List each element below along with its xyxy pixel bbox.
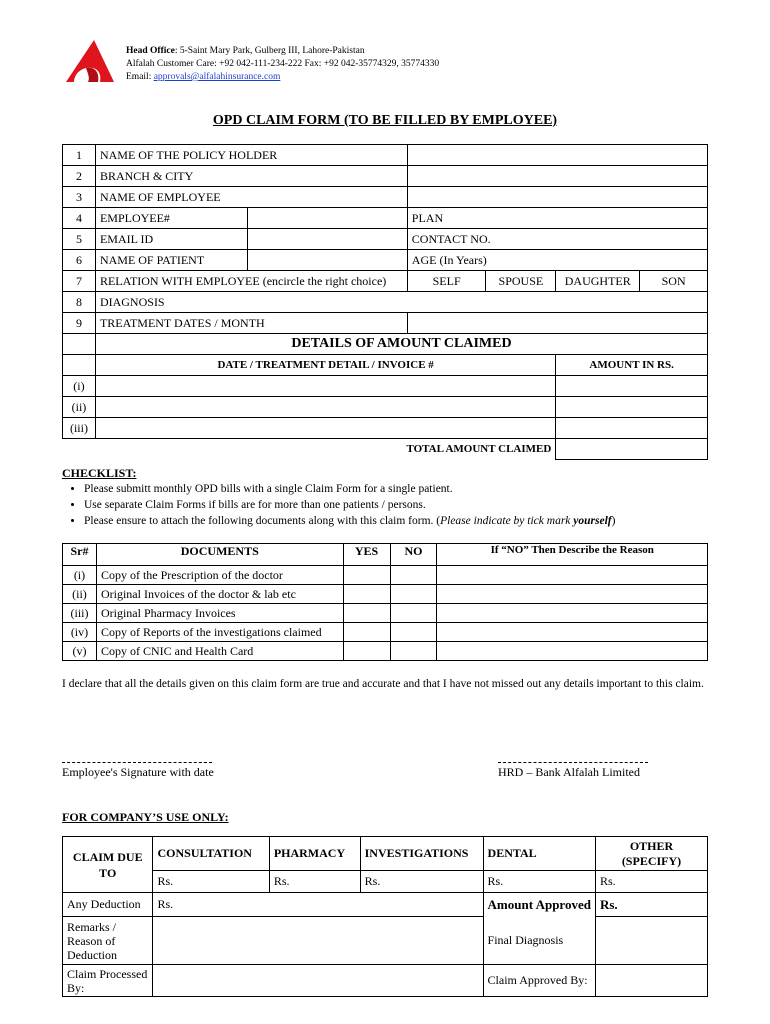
declaration-text: I declare that all the details given on this claim form are true and accurate and that I have not missed out any details important to this claim. (62, 678, 704, 690)
doc-sr: (ii) (63, 585, 97, 604)
details-heading: DETAILS OF AMOUNT CLAIMED (95, 334, 707, 355)
other-label: OTHER (SPECIFY) (595, 837, 707, 871)
table-row (63, 585, 708, 604)
doc-sr: (i) (63, 566, 97, 585)
company-use-table (62, 836, 708, 997)
doc-sr: (v) (63, 642, 97, 661)
detail-row-number: (ii) (63, 397, 96, 418)
treatment-dates-label: TREATMENT DATES / MONTH (95, 313, 407, 334)
final-diagnosis-label: Final Diagnosis (483, 917, 595, 965)
final-diagnosis-field[interactable] (595, 917, 707, 965)
yes-checkbox[interactable] (343, 623, 390, 642)
doc-name: Copy of the Prescription of the doctor (96, 566, 343, 585)
claim-approved-field[interactable] (595, 965, 707, 997)
employee-signature-line[interactable] (62, 762, 212, 763)
relation-daughter[interactable]: DAUGHTER (556, 271, 640, 292)
policy-holder-field[interactable] (407, 145, 707, 166)
doc-name: Original Pharmacy Invoices (96, 604, 343, 623)
row-number: 8 (63, 292, 96, 313)
yes-checkbox[interactable] (343, 642, 390, 661)
no-checkbox[interactable] (390, 585, 437, 604)
investigations-label: INVESTIGATIONS (360, 837, 483, 871)
dental-label: DENTAL (483, 837, 595, 871)
row-number: 1 (63, 145, 96, 166)
checklist-item: • Please ensure to attach the following documents along with this claim form. (Please indicate by tick mark yourself) (84, 513, 722, 529)
amount-field[interactable] (556, 376, 708, 397)
documents-header: DOCUMENTS (96, 544, 343, 566)
other-rs[interactable]: Rs. (595, 871, 707, 893)
customer-care: Alfalah Customer Care: +92 042-111-234-222 Fax: +92 042-35774329, 35774330 (126, 59, 440, 69)
doc-sr: (iii) (63, 604, 97, 623)
claim-form-table (62, 144, 708, 460)
employee-name-label: NAME OF EMPLOYEE (95, 187, 407, 208)
row-number: 5 (63, 229, 96, 250)
sr-header: Sr# (63, 544, 97, 566)
company-use-heading: FOR COMPANY’S USE ONLY: (62, 810, 229, 824)
no-checkbox[interactable] (390, 604, 437, 623)
reason-field[interactable] (437, 566, 708, 585)
any-deduction-label: Any Deduction (63, 893, 153, 917)
no-checkbox[interactable] (390, 623, 437, 642)
employee-number-field[interactable] (247, 208, 407, 229)
checklist-heading: CHECKLIST: (62, 466, 137, 480)
employee-signature-label: Employee's Signature with date (62, 765, 214, 779)
patient-name-label: NAME OF PATIENT (95, 250, 247, 271)
branch-city-field[interactable] (407, 166, 707, 187)
email-link[interactable]: approvals@alfalahinsurance.com (153, 72, 281, 82)
doc-name: Original Invoices of the doctor & lab etc (96, 585, 343, 604)
relation-son[interactable]: SON (640, 271, 708, 292)
row-number: 3 (63, 187, 96, 208)
dental-rs[interactable]: Rs. (483, 871, 595, 893)
table-row (63, 642, 708, 661)
row-number: 4 (63, 208, 96, 229)
consultation-rs[interactable]: Rs. (153, 871, 269, 893)
yes-header: YES (343, 544, 390, 566)
reason-field[interactable] (437, 604, 708, 623)
hrd-signature-label: HRD – Bank Alfalah Limited (498, 765, 640, 779)
email-label: Email: (126, 72, 154, 82)
relation-spouse[interactable]: SPOUSE (486, 271, 556, 292)
policy-holder-label: NAME OF THE POLICY HOLDER (95, 145, 407, 166)
table-row (63, 566, 708, 585)
no-checkbox[interactable] (390, 566, 437, 585)
detail-row-number: (i) (63, 376, 96, 397)
doc-sr: (iv) (63, 623, 97, 642)
claim-approved-label: Claim Approved By: (483, 965, 595, 997)
branch-city-label: BRANCH & CITY (95, 166, 407, 187)
page-title: OPD CLAIM FORM (TO BE FILLED BY EMPLOYEE) (212, 113, 558, 128)
reason-field[interactable] (437, 623, 708, 642)
contact-no-field[interactable]: CONTACT NO. (407, 229, 707, 250)
claim-due-label: CLAIM DUE TO (63, 837, 153, 893)
table-row (63, 623, 708, 642)
reason-header: If “NO” Then Describe the Reason (437, 544, 708, 566)
row-number: 6 (63, 250, 96, 271)
email-id-field[interactable] (247, 229, 407, 250)
amount-column-header: AMOUNT IN RS. (556, 355, 708, 376)
table-row (63, 604, 708, 623)
employee-name-field[interactable] (407, 187, 707, 208)
reason-field[interactable] (437, 642, 708, 661)
relation-label: RELATION WITH EMPLOYEE (encircle the right choice) (95, 271, 407, 292)
amount-approved-label: Amount Approved (483, 893, 595, 917)
consultation-label: CONSULTATION (153, 837, 269, 871)
row-number: 9 (63, 313, 96, 334)
doc-name: Copy of CNIC and Health Card (96, 642, 343, 661)
amount-field[interactable] (556, 418, 708, 439)
plan-field[interactable]: PLAN (407, 208, 707, 229)
checklist (62, 466, 722, 529)
row-number: 2 (63, 166, 96, 187)
relation-self[interactable]: SELF (407, 271, 486, 292)
detail-field[interactable] (95, 397, 555, 418)
claim-processed-label: Claim Processed By: (63, 965, 153, 997)
documents-table (62, 543, 708, 661)
head-office-address: : 5-Saint Mary Park, Gulberg III, Lahore-Pakistan (174, 46, 365, 56)
no-header: NO (390, 544, 437, 566)
claim-processed-field[interactable] (153, 965, 483, 997)
diagnosis-field[interactable]: DIAGNOSIS (95, 292, 707, 313)
treatment-dates-field[interactable] (407, 313, 707, 334)
yes-checkbox[interactable] (343, 585, 390, 604)
yes-checkbox[interactable] (343, 566, 390, 585)
patient-name-field[interactable] (247, 250, 407, 271)
remarks-field[interactable] (153, 917, 483, 965)
detail-column-header: DATE / TREATMENT DETAIL / INVOICE # (95, 355, 555, 376)
header-contact (126, 45, 439, 84)
total-label: TOTAL AMOUNT CLAIMED (95, 439, 555, 460)
reason-field[interactable] (437, 585, 708, 604)
no-checkbox[interactable] (390, 642, 437, 661)
detail-field[interactable] (95, 376, 555, 397)
alfalah-logo-icon (64, 38, 116, 86)
total-amount-field[interactable] (556, 439, 708, 460)
detail-row-number: (iii) (63, 418, 96, 439)
yes-checkbox[interactable] (343, 604, 390, 623)
approved-rs[interactable]: Rs. (595, 893, 707, 917)
checklist-item: • Use separate Claim Forms if bills are for more than one patients / persons. (84, 497, 722, 513)
email-id-label: EMAIL ID (95, 229, 247, 250)
employee-number-label: EMPLOYEE# (95, 208, 247, 229)
row-number: 7 (63, 271, 96, 292)
amount-field[interactable] (556, 397, 708, 418)
age-field[interactable]: AGE (In Years) (407, 250, 707, 271)
pharmacy-rs[interactable]: Rs. (269, 871, 360, 893)
remarks-label: Remarks / Reason of Deduction (63, 917, 153, 965)
detail-field[interactable] (95, 418, 555, 439)
deduction-rs[interactable]: Rs. (153, 893, 483, 917)
hrd-signature-line[interactable] (498, 762, 648, 763)
investigations-rs[interactable]: Rs. (360, 871, 483, 893)
head-office-label: Head Office (126, 46, 175, 56)
doc-name: Copy of Reports of the investigations claimed (96, 623, 343, 642)
checklist-item: • Please submitt monthly OPD bills with a single Claim Form for a single patient. (84, 481, 722, 497)
pharmacy-label: PHARMACY (269, 837, 360, 871)
